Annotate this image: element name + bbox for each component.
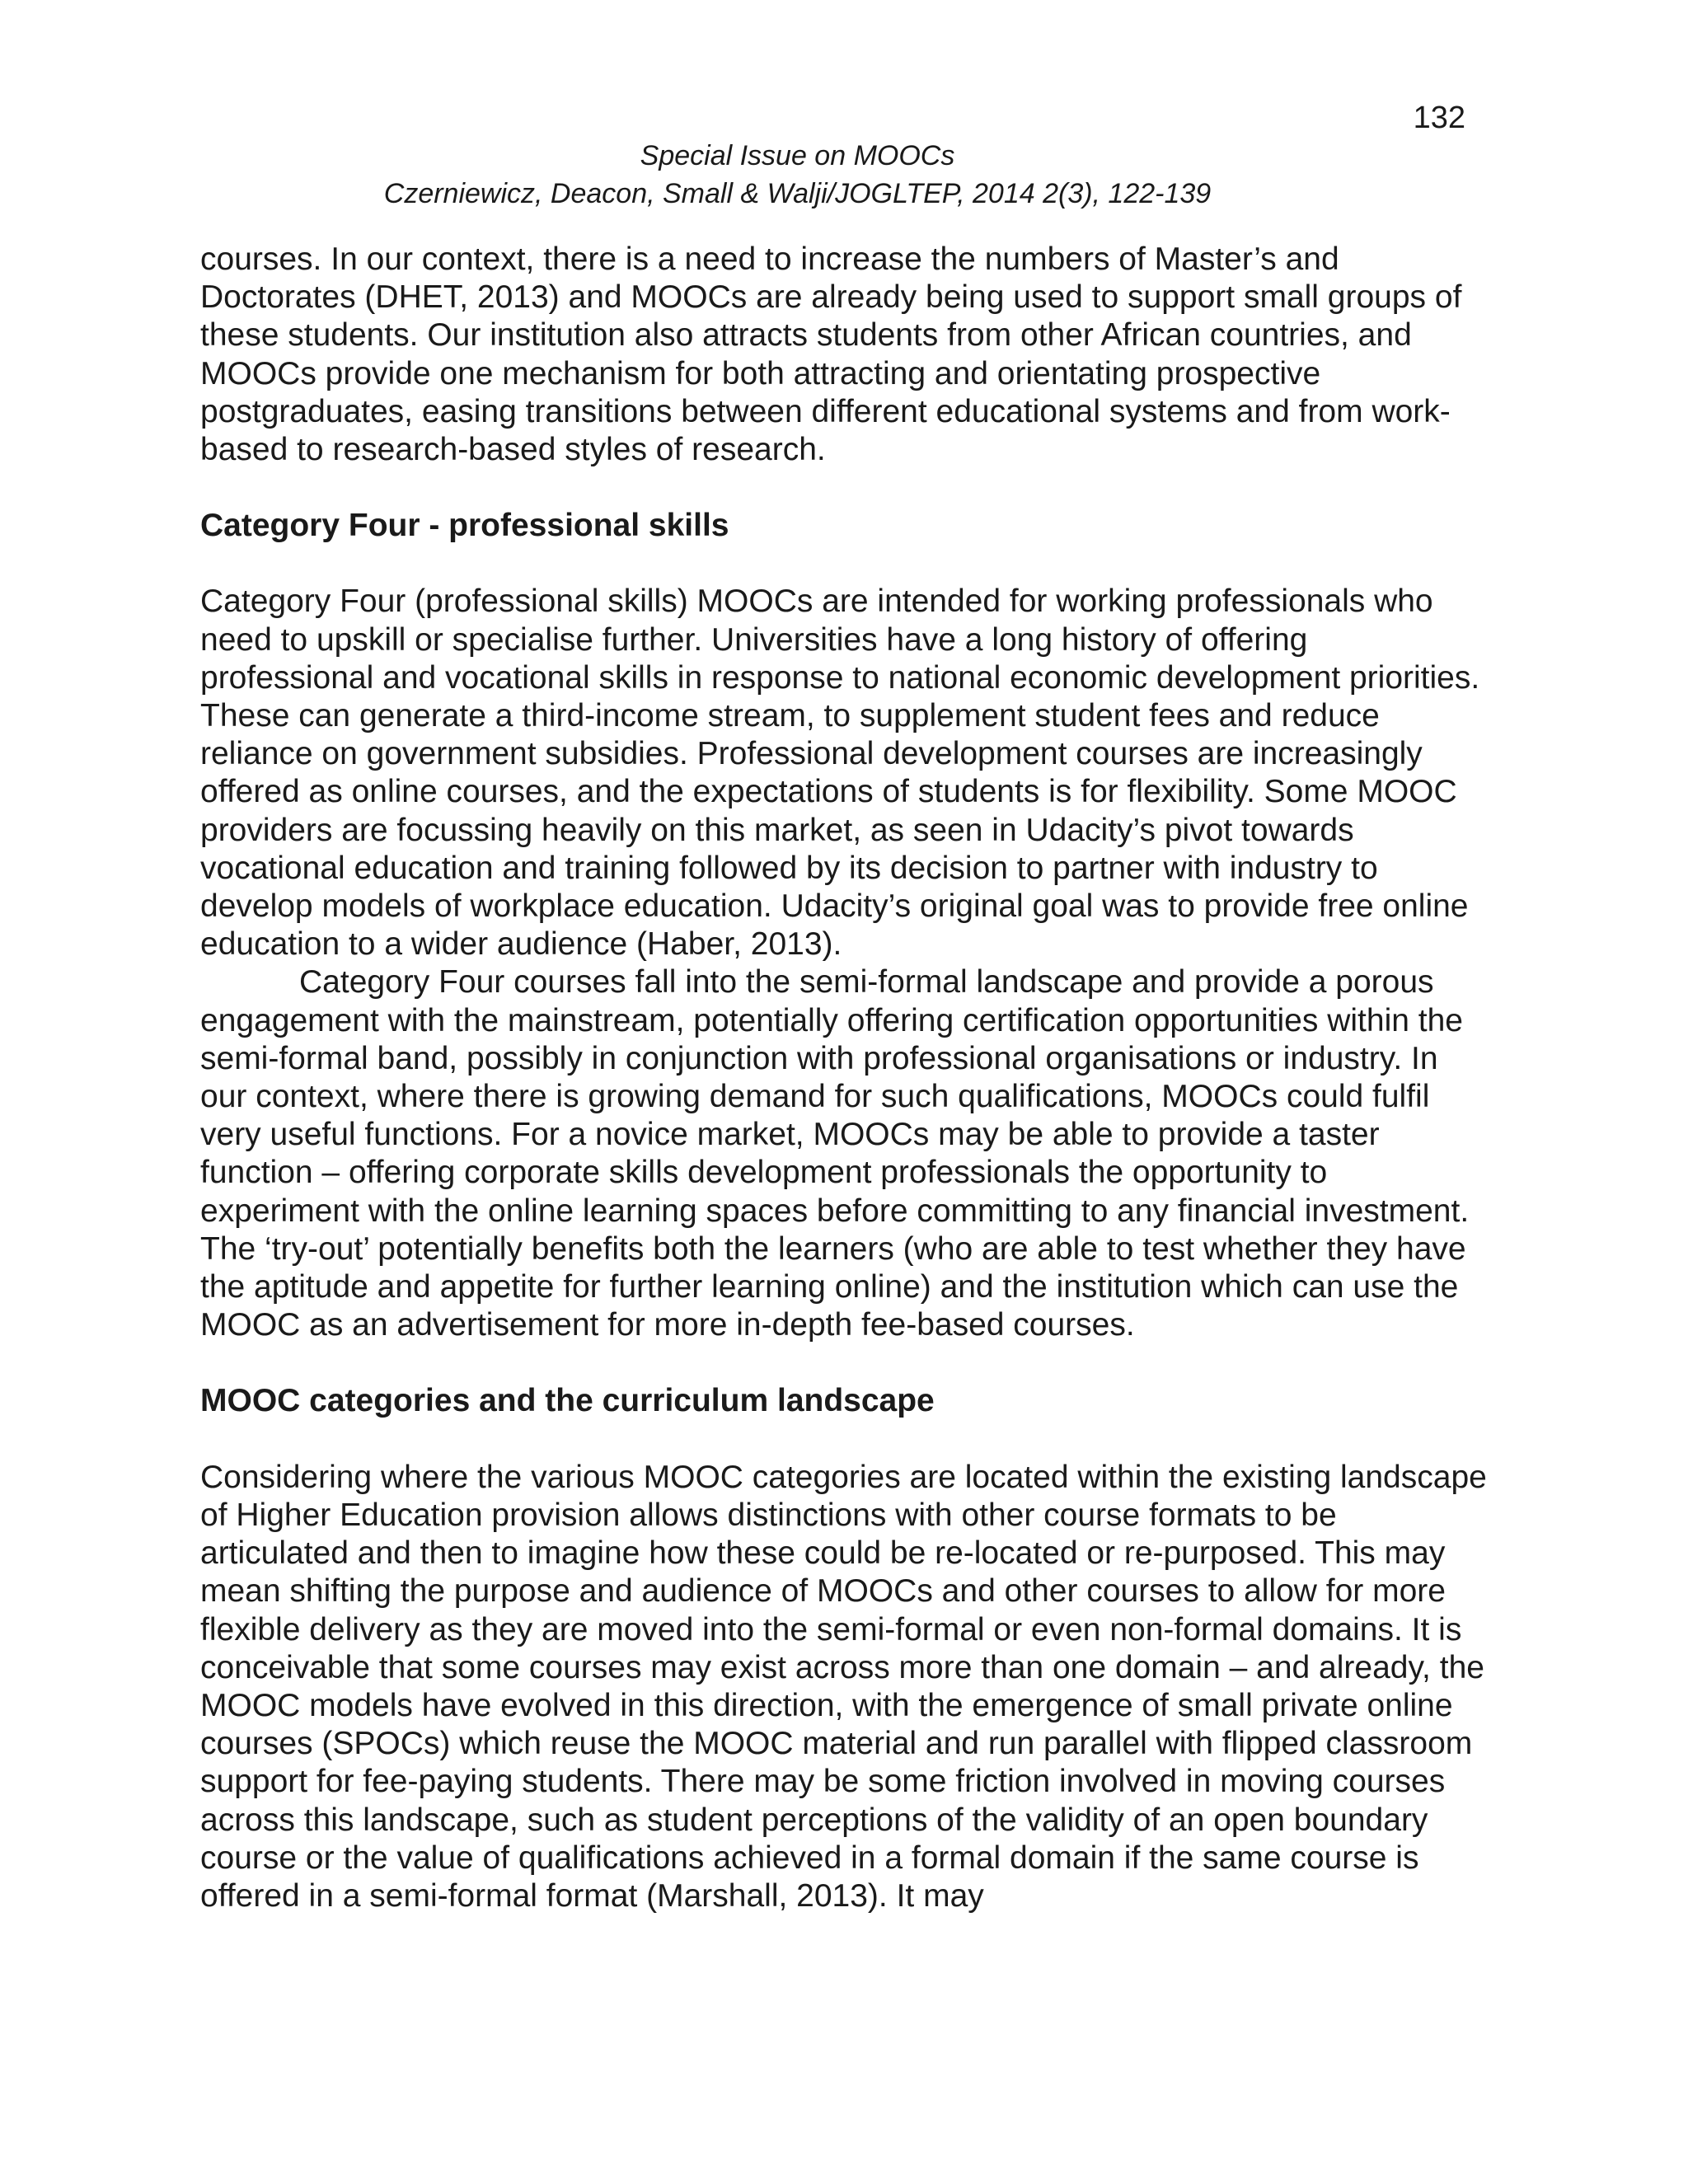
page-number: 132 bbox=[1413, 101, 1465, 135]
paragraph-continuation: courses. In our context, there is a need to increase the numbers of Master’s and Doctorates (DHET, 2013) and MOOCs are already being used to support small groups of these students. Our institution also attracts students from other African countries, and MOOCs provide one mechanism for both attracting and orientating prospective postgraduates, easing transitions between different educational systems and from work-based to research-based styles of research. bbox=[200, 241, 1462, 468]
section-heading-curriculum-landscape: MOOC categories and the curriculum landscape bbox=[200, 1383, 935, 1419]
body-text bbox=[200, 241, 1489, 1915]
running-head bbox=[0, 137, 1595, 213]
running-head-citation: Czerniewicz, Deacon, Small & Walji/JOGLTEP, 2014 2(3), 122-139 bbox=[383, 178, 1212, 209]
running-head-title: Special Issue on MOOCs bbox=[640, 140, 955, 171]
paragraph-category-four-intro: Category Four (professional skills) MOOCs are intended for working professionals who need to upskill or specialise further. Universities have a long history of offering professional and vocational skills in response to national economic development priorities. These can generate a third-income stream, to supplement student fees and reduce reliance on government subsidies. Professional development courses are increasingly offered as online courses, and the expectations of students is for flexibility. Some MOOC providers are focussing heavily on this market, as seen in Udacity’s pivot towards vocational education and training followed by its decision to partner with industry to develop models of workplace education. Udacity’s original goal was to provide free online education to a wider audience (Haber, 2013). bbox=[200, 583, 1480, 963]
paragraph-category-four-landscape: Category Four courses fall into the semi-formal landscape and provide a porous engagement with the mainstream, potentially offering certification opportunities within the semi-formal band, possibly in conjunction with professional organisations or industry. In our context, where there is growing demand for such qualifications, MOOCs could fulfil very useful functions. For a novice market, MOOCs may be able to provide a taster function – offering corporate skills development professionals the opportunity to experiment with the online learning spaces before committing to any financial investment. The ‘try-out’ potentially benefits both the learners (who are able to test whether they have the aptitude and appetite for further learning online) and the institution which can use the MOOC as an advertisement for more in-depth fee-based courses. bbox=[200, 964, 1470, 1343]
section-heading-category-four: Category Four - professional skills bbox=[200, 508, 729, 544]
paragraph-curriculum-landscape: Considering where the various MOOC categories are located within the existing landscape of Higher Education provision allows distinctions with other course formats to be articulated and then to imagine how these could be re-located or re-purposed. This may mean shifting the purpose and audience of MOOCs and other courses to allow for more flexible delivery as they are moved into the semi-formal or even non-formal domains. It is conceivable that some courses may exist across more than one domain – and already, the MOOC models have evolved in this direction, with the emergence of small private online courses (SPOCs) which reuse the MOOC material and run parallel with flipped classroom support for fee-paying students. There may be some friction involved in moving courses across this landscape, such as student perceptions of the validity of an open boundary course or the value of qualifications achieved in a formal domain if the same course is offered in a semi-formal format (Marshall, 2013). It may bbox=[200, 1459, 1487, 1914]
